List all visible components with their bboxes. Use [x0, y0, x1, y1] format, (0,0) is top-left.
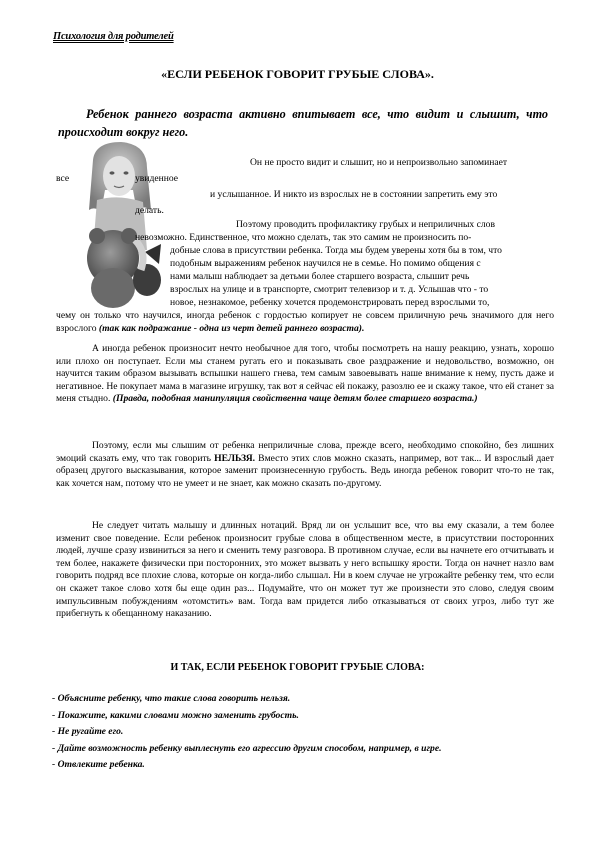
wrap-line: все: [56, 173, 70, 184]
wrap-line: подобным выражениям ребенок научился не в семье. Но помимо общения с: [170, 258, 481, 269]
list-item: - Объясните ребенку, что такие слова говорить нельзя.: [52, 693, 291, 704]
paragraph-1-continuation: [56, 310, 554, 335]
paragraph-4: Не следует читать малышу и длинных нотаций. Вряд ли он услышит все, что вы ему сказали, а тем более изменит свое поведение. Если ребенок произносит грубые слова в общественном месте, в присутствии посторонних людей, лучше сразу извиниться за него и сменить тему разговора. В противном случае, если вы начнете его отчитывать и тем более, накажете физически при посторонних, это может вызвать у него вспышку ярости. Тогда он начнет назло вам говорить подряд все плохие слова, которые он когда-либо слышал. Ни в коем случае не угрожайте ребенку тем, что если он скажет такое слово хотя бы еще один раз... Подумайте, что он может тут же произнести это слово, следуя своим импульсивным побуждениям «отомстить» вам. Тогда вам придется либо отказываться от своих угроз, либо тут же прибегнуть к обещанному наказанию.: [56, 520, 554, 620]
page-title: «ЕСЛИ РЕБЕНОК ГОВОРИТ ГРУБЫЕ СЛОВА».: [161, 67, 434, 81]
wrap-line: увиденное: [135, 173, 179, 184]
para-emphasis: (так как подражание - одна из черт детей раннего возраста).: [98, 322, 365, 334]
wrap-line: невозможно. Единственное, что можно сделать, так это самим не произносить по-: [135, 232, 472, 243]
section-header-link[interactable]: Психология для родителей: [53, 31, 174, 42]
list-item: - Отвлеките ребенка.: [52, 759, 145, 771]
wrap-line: новое, незнакомое, ребенку хочется продемонстрировать перед взрослыми то,: [170, 297, 490, 308]
para-text: А иногда ребенок произносит нечто необычное для того, чтобы посмотреть на нашу реакцию, узнать, хорошо или плохо он поступает. Если мы станем ругать его и показывать свое раздражение и недовольство, возможно, он научится таким образом вызывать вспышки нашего гнева, тем самым завоевывать наше внимание к нему, пусть даже и негативное. Не покупает мама в магазине игрушку, так вот я сейчас ей покажу, разозлю ее и скажу такое, что ей станет за меня стыдно.: [56, 343, 554, 405]
tips-list: [52, 692, 552, 775]
summary-heading: И ТАК, ЕСЛИ РЕБЕНОК ГОВОРИТ ГРУБЫЕ СЛОВА:: [170, 662, 425, 673]
wrap-line: Поэтому проводить профилактику грубых и неприличных слов: [236, 219, 495, 230]
paragraph-2: [56, 343, 554, 406]
para-text: чему он только что научился, иногда ребенок с гордостью копирует не совсем приличную речь значимого для него взрослого: [56, 310, 554, 334]
wrap-line: нами малыш наблюдает за детьми более старшего возраста, слышит речь: [170, 271, 470, 282]
para-emphasis: НЕЛЬЗЯ.: [214, 452, 256, 464]
wrap-line: взрослых на улице и в транспорте, смотрит телевизор и т. д. Услышав что - то: [170, 284, 489, 295]
child-with-teddy-bear-photo: [75, 140, 167, 312]
para-text: Вместо этих слов можно сказать, например, вот так... И взрослый дает образец другого высказывания, которое заменит произнесенную грубость. Ведь иногда ребенок говорит что-то не так, как хочется нам, потому что не умеет и не знает, как можно сказать по-другому.: [56, 452, 554, 489]
list-item: - Покажите, какими словами можно заменить грубость.: [52, 709, 299, 721]
wrap-line: делать.: [135, 205, 164, 216]
wrap-line: Он не просто видит и слышит, но и непроизвольно запоминает: [250, 157, 508, 168]
wrap-line: добные слова в присутствии ребенка. Тогда мы будем уверены хотя бы в том, что: [170, 245, 502, 256]
list-item: - Не ругайте его.: [52, 726, 124, 738]
lead-paragraph: Ребенок раннего возраста активно впитывает все, что видит и слышит, что происходит вокруг него.: [58, 107, 548, 139]
list-item: - Дайте возможность ребенку выплеснуть его агрессию другим способом, например, в игре.: [52, 742, 442, 754]
wrap-line: и услышанное. И никто из взрослых не в состоянии запретить ему это: [210, 189, 498, 200]
paragraph-3: [56, 440, 554, 490]
para-emphasis: (Правда, подобная манипуляция свойственна чаще детям более старшего возраста.): [112, 393, 478, 405]
para-text: Поэтому, если мы слышим от ребенка неприличные слова, прежде всего, необходимо спокойно, без лишних эмоций сказать ему, что так говорить: [56, 440, 554, 464]
